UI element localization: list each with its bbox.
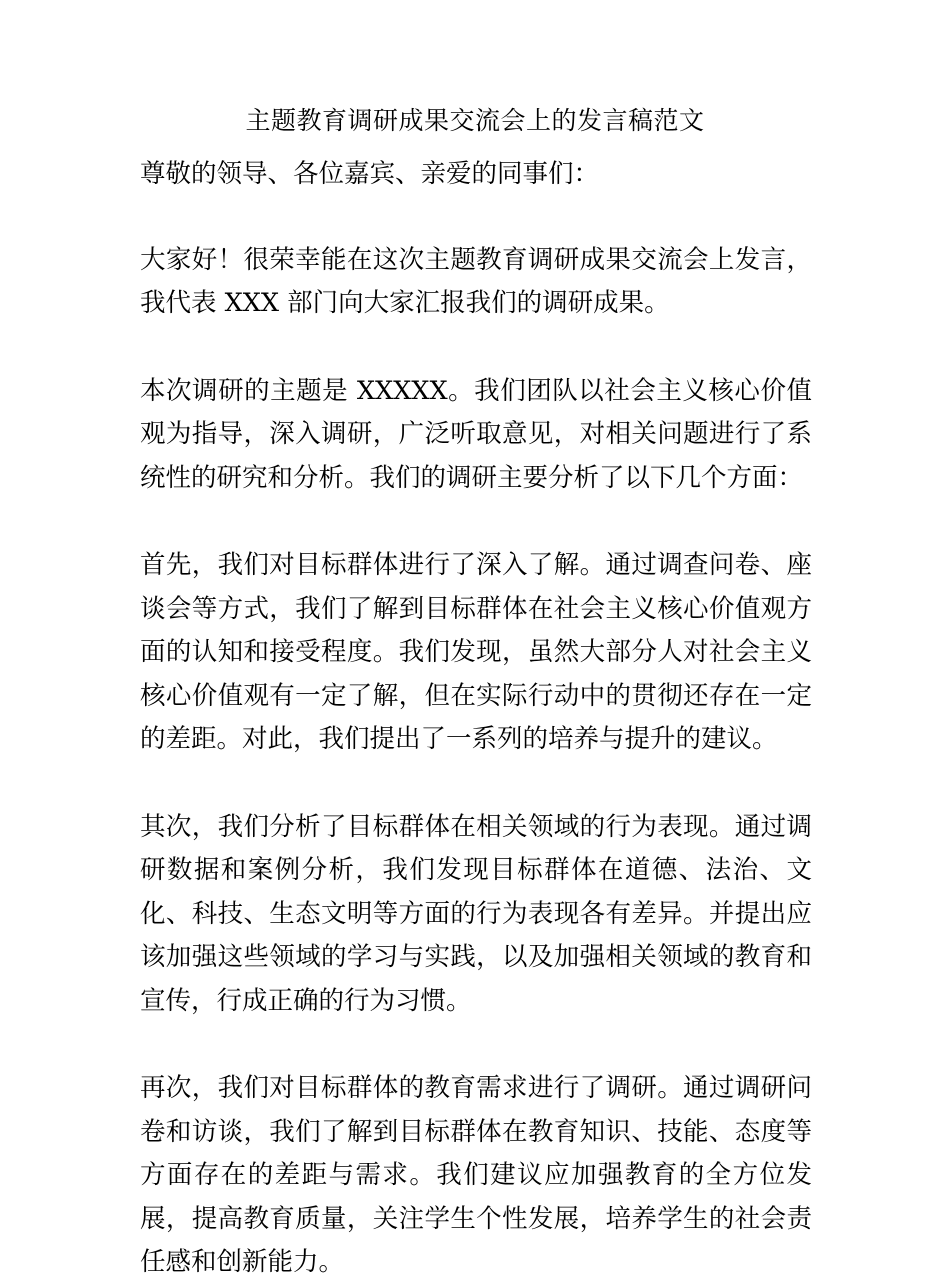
document-title: 主题教育调研成果交流会上的发言稿范文 <box>245 106 705 135</box>
paragraph-first-point: 首先，我们对目标群体进行了深入了解。通过调查问卷、座谈会等方式，我们了解到目标群体在社会主义核心价值观方面的认知和接受程度。我们发现，虽然大部分人对社会主义核心价值观有一定了解，但在实际行动中的贯彻还存在一定的差距。对此，我们提出了一系列的培养与提升的建议。 <box>140 550 812 754</box>
paragraph-third-point: 再次，我们对目标群体的教育需求进行了调研。通过调研问卷和访谈，我们了解到目标群体在教育知识、技能、态度等方面存在的差距与需求。我们建议应加强教育的全方位发展，提高教育质量，关注学生个性发展，培养学生的社会责任感和创新能力。 <box>140 1073 812 1277</box>
salutation: 尊敬的领导、各位嘉宾、亲爱的同事们： <box>140 159 600 189</box>
paragraph-greeting: 大家好！很荣幸能在这次主题教育调研成果交流会上发言，我代表 XXX 部门向大家汇报我们的调研成果。 <box>140 244 812 318</box>
paragraph-topic: 本次调研的主题是 XXXXX。我们团队以社会主义核心价值观为指导，深入调研，广泛听取意见，对相关问题进行了系统性的研究和分析。我们的调研主要分析了以下几个方面： <box>140 375 812 493</box>
document-body <box>140 153 812 1285</box>
paragraph-second-point: 其次，我们分析了目标群体在相关领域的行为表现。通过调研数据和案例分析，我们发现目标群体在道德、法治、文化、科技、生态文明等方面的行为表现各有差异。并提出应该加强这些领域的学习与实践，以及加强相关领域的教育和宣传，行成正确的行为习惯。 <box>140 811 812 1016</box>
